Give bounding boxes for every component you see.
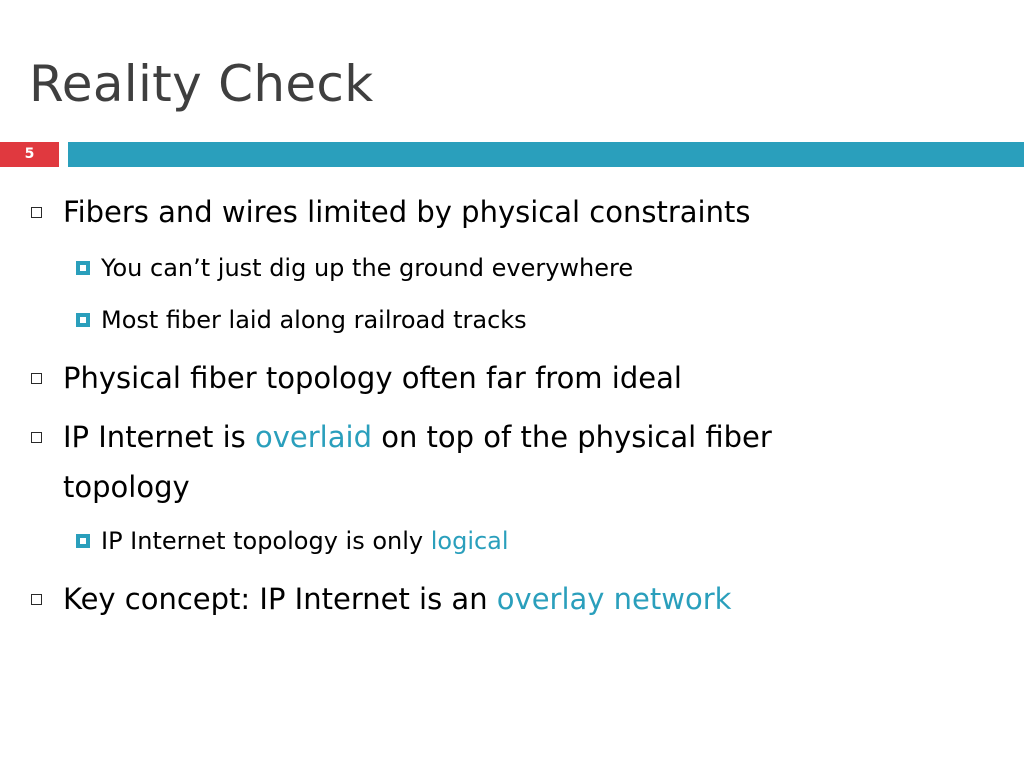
filled-square-bullet-icon xyxy=(76,313,90,327)
bullet-level2: You can’t just dig up the ground everywhere xyxy=(101,254,634,282)
bullet-level1: Physical fiber topology often far from ideal xyxy=(63,361,682,395)
slide-title: Reality Check xyxy=(29,55,374,113)
highlighted-term: overlay network xyxy=(496,582,732,616)
filled-square-bullet-icon xyxy=(76,534,90,548)
highlighted-term: overlaid xyxy=(255,420,372,454)
bullet-level1: Fibers and wires limited by physical constraints xyxy=(63,195,751,229)
bullet-text: Key concept: IP Internet is an xyxy=(63,582,497,616)
bullet-text: on top of the physical fiber xyxy=(371,420,772,454)
hollow-square-bullet-icon xyxy=(31,432,42,443)
highlighted-term: logical xyxy=(430,527,509,555)
bullet-text: IP Internet topology is only xyxy=(101,527,431,555)
hollow-square-bullet-icon xyxy=(31,373,42,384)
bullet-level2: Most fiber laid along railroad tracks xyxy=(101,306,527,334)
bullet-level2 xyxy=(101,521,509,561)
hollow-square-bullet-icon xyxy=(31,594,42,605)
filled-square-bullet-icon xyxy=(76,261,90,275)
bullet-level1 xyxy=(63,574,731,624)
bullet-level1-continuation: topology xyxy=(63,470,190,504)
slide-number-badge: 5 xyxy=(0,142,59,167)
bullet-level1 xyxy=(63,412,772,462)
bullet-text: IP Internet is xyxy=(63,420,256,454)
hollow-square-bullet-icon xyxy=(31,207,42,218)
